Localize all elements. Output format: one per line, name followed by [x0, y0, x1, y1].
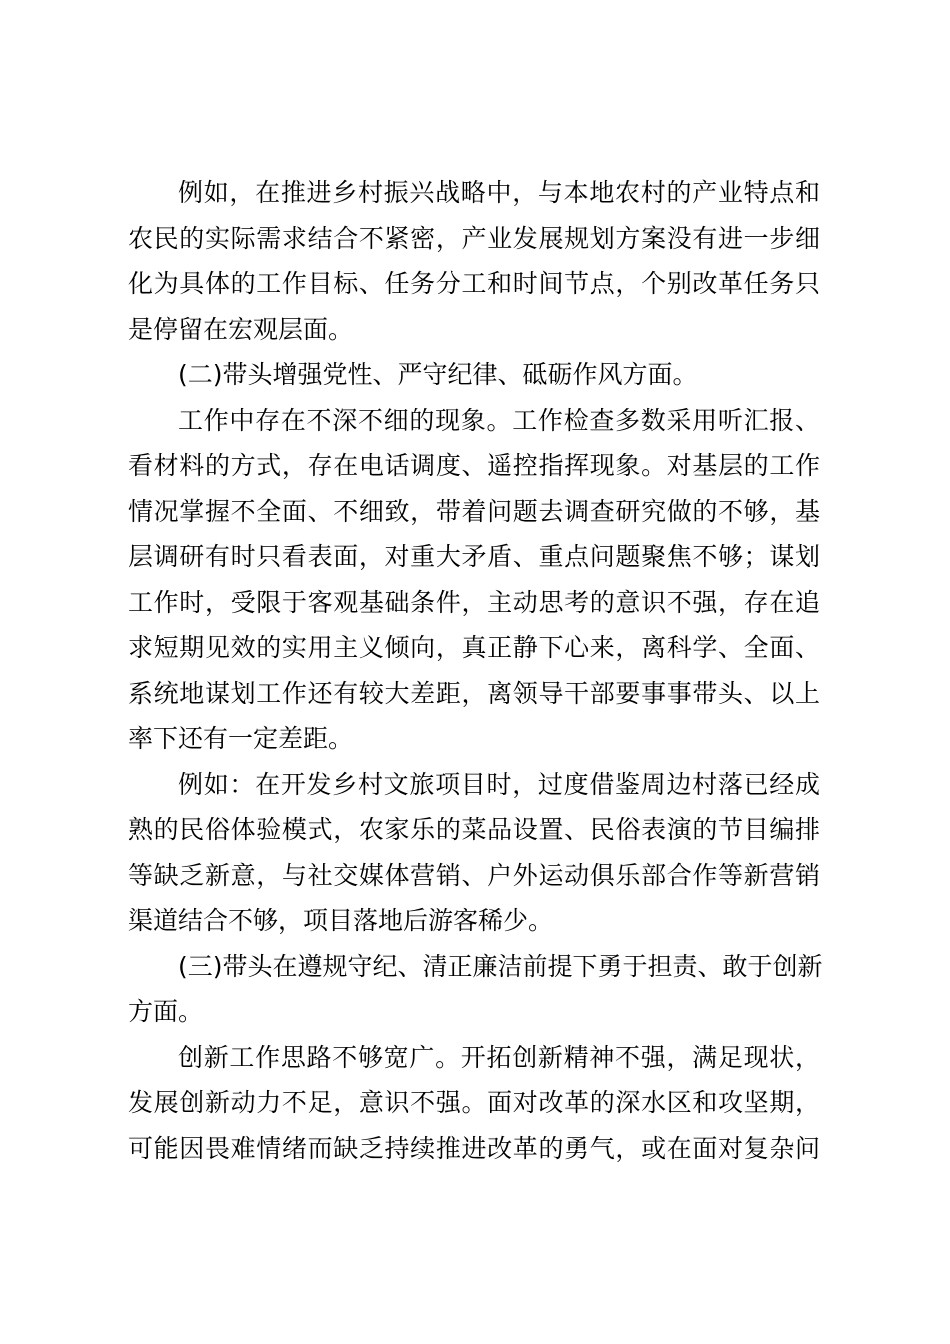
paragraph-line: 情况掌握不全面、不细致，带着问题去调查研究做的不够，基 [128, 496, 820, 526]
section-heading-2 [128, 352, 820, 398]
heading-line: (三)带头在遵规守纪、清正廉洁前提下勇于担责、敢于创新 [178, 951, 823, 981]
paragraph-line: 例如：在开发乡村文旅项目时，过度借鉴周边村落已经成 [178, 769, 820, 799]
paragraph-line: 可能因畏难情绪而缺乏持续推进改革的勇气，或在面对复杂问 [128, 1133, 820, 1163]
paragraph-line: 层调研有时只看表面，对重大矛盾、重点问题聚焦不够；谋划 [128, 542, 820, 571]
section-heading-3 [128, 944, 823, 1035]
heading-line: 方面。 [128, 997, 204, 1026]
paragraph-innovation [128, 1035, 820, 1172]
paragraph-line: 工作时，受限于客观基础条件，主动思考的意识不强，存在追 [128, 587, 820, 617]
paragraph-line: 是停留在宏观层面。 [128, 314, 354, 344]
paragraph-line: 系统地谋划工作还有较大差距，离领导干部要事事带头、以上 [128, 678, 820, 708]
paragraph-line: 熟的民俗体验模式，农家乐的菜品设置、民俗表演的节目编排 [128, 815, 820, 844]
paragraph-line: 等缺乏新意，与社交媒体营销、户外运动俱乐部合作等新营销 [128, 860, 820, 890]
paragraph-line: 化为具体的工作目标、任务分工和时间节点，个别改革任务只 [128, 269, 820, 298]
paragraph-line: 发展创新动力不足，意识不强。面对改革的深水区和攻坚期， [128, 1088, 820, 1117]
paragraph-line: 求短期见效的实用主义倾向，真正静下心来，离科学、全面、 [128, 633, 820, 662]
paragraph-line: 农民的实际需求结合不紧密，产业发展规划方案没有进一步细 [128, 223, 820, 253]
paragraph-line: 看材料的方式，存在电话调度、遥控指挥现象。对基层的工作 [128, 451, 820, 480]
paragraph-example-rural-revitalization [128, 170, 820, 352]
paragraph-line: 渠道结合不够，项目落地后游客稀少。 [128, 906, 554, 935]
paragraph-line: 工作中存在不深不细的现象。工作检查多数采用听汇报、 [178, 405, 820, 435]
document-body [128, 170, 823, 1171]
paragraph-example-cultural-tourism [128, 762, 820, 944]
paragraph-line: 例如，在推进乡村振兴战略中，与本地农村的产业特点和 [178, 178, 820, 207]
paragraph-work-style [128, 398, 820, 762]
heading-line: (二)带头增强党性、严守纪律、砥砺作风方面。 [178, 360, 698, 389]
paragraph-line: 创新工作思路不够宽广。开拓创新精神不强，满足现状， [178, 1042, 820, 1072]
paragraph-line: 率下还有一定差距。 [128, 724, 354, 753]
